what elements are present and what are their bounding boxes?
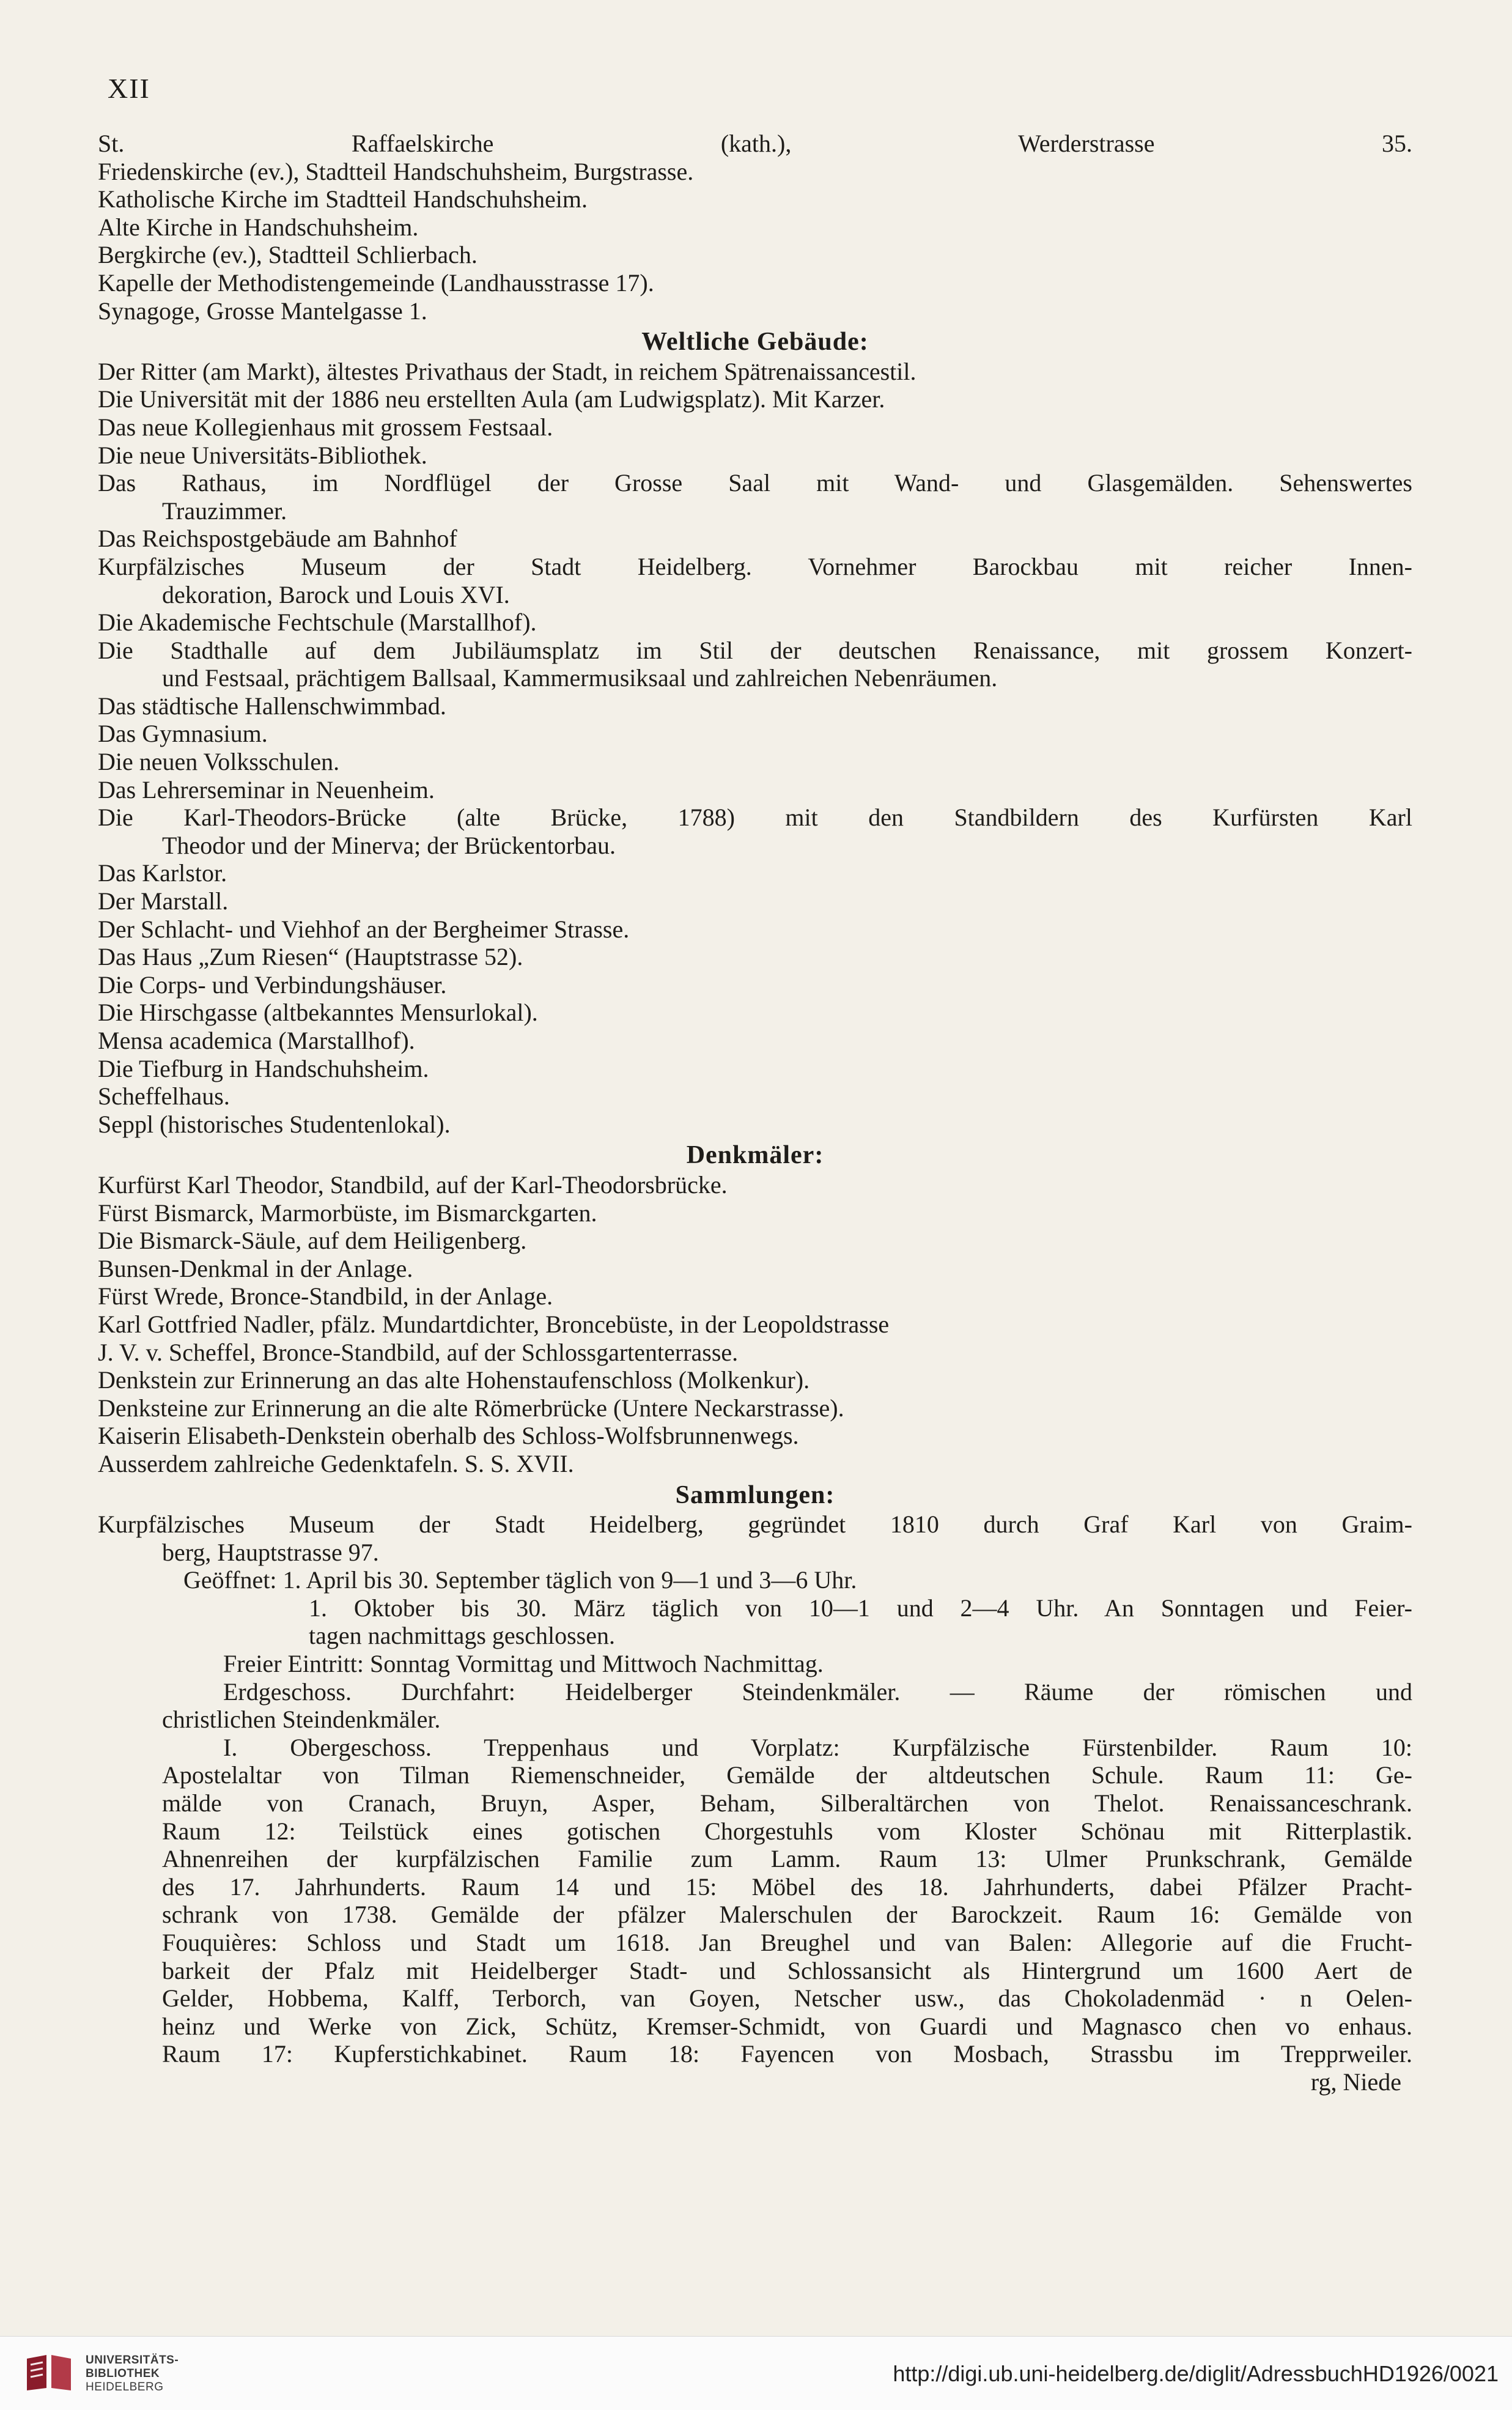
text-line: Das Haus „Zum Riesen“ (Hauptstrasse 52). — [98, 943, 523, 971]
text-line: Die Tiefburg in Handschuhsheim. — [98, 1054, 429, 1082]
library-name-line: BIBLIOTHEK — [86, 2367, 160, 2380]
text-line: Ausserdem zahlreiche Gedenktafeln. S. S. XVII. — [98, 1449, 574, 1477]
text-line: Freier Eintritt: Sonntag Vormittag und Mittwoch Nachmittag. — [223, 1650, 824, 1678]
text-line: Scheffelhaus. — [98, 1082, 230, 1111]
text-line: Der Marstall. — [98, 887, 229, 915]
text-line: Erdgeschoss. Durchfahrt: Heidelberger Steindenkmäler. — Räume der römischen und — [223, 1677, 1412, 1706]
text-line: tagen nachmittags geschlossen. — [309, 1622, 615, 1650]
text-line: Das neue Kollegienhaus mit grossem Festsaal. — [98, 413, 553, 441]
text-line: 1. Oktober bis 30. März täglich von 10—1 und 2—4 Uhr. An Sonntagen und Feier- — [309, 1594, 1412, 1622]
library-name-line: UNIVERSITÄTS- — [86, 2354, 179, 2367]
text-line: Die Stadthalle auf dem Jubiläumsplatz im Stil der deutschen Renaissance, mit grossem Konzert- — [98, 636, 1412, 664]
library-logo-icon — [24, 2354, 73, 2392]
text-line: Denkstein zur Erinnerung an das alte Hohenstaufenschloss (Molkenkur). — [98, 1366, 810, 1394]
text-line: Theodor und der Minerva; der Brückentorbau. — [162, 831, 616, 859]
text-line: Katholische Kirche im Stadtteil Handschuhsheim. — [98, 185, 588, 213]
text-line: Das Rathaus, im Nordflügel der Grosse Saal mit Wand- und Glasgemälden. Sehenswertes — [98, 469, 1412, 497]
text-line: Die Akademische Fechtschule (Marstallhof). — [98, 608, 537, 637]
text-line: und Festsaal, prächtigem Ballsaal, Kammermusiksaal und zahlreichen Nebenräumen. — [162, 664, 998, 692]
text-line: Raum 12: Teilstück eines gotischen Chorgestuhls vom Kloster Schönau mit Ritterplastik. — [162, 1817, 1412, 1845]
text-line: I. Obergeschoss. Treppenhaus und Vorplatz: Kurpfälzische Fürstenbilder. Raum 10: — [223, 1733, 1412, 1761]
text-line: Der Ritter (am Markt), ältestes Privathaus der Stadt, in reichem Spätrenaissancestil. — [98, 357, 916, 385]
text-line: Das Karlstor. — [98, 859, 227, 887]
text-line: Friedenskirche (ev.), Stadtteil Handschuhsheim, Burgstrasse. — [98, 157, 694, 185]
text-line: Mensa academica (Marstallhof). — [98, 1027, 415, 1054]
text-line: St. Raffaelskirche (kath.), Werderstrasse 35. — [98, 130, 1412, 157]
text-line: Fürst Bismarck, Marmorbüste, im Bismarckgarten. — [98, 1199, 597, 1227]
section-heading-sammlungen: Sammlungen: — [675, 1480, 835, 1509]
text-line: Kurpfälzisches Museum der Stadt Heidelberg, gegründet 1810 durch Graf Karl von Graim- — [98, 1510, 1412, 1539]
text-line: Ahnenreihen der kurpfälzischen Familie zum Lamm. Raum 13: Ulmer Prunkschrank, Gemälde — [162, 1845, 1412, 1873]
footer-bar — [0, 2336, 1512, 2410]
text-line: Geöffnet: 1. April bis 30. September täglich von 9—1 und 3—6 Uhr. — [183, 1566, 857, 1594]
text-line: Trauzimmer. — [162, 497, 287, 525]
text-line: Das Lehrerseminar in Neuenheim. — [98, 775, 435, 804]
text-line: Denksteine zur Erinnerung an die alte Römerbrücke (Untere Neckarstrasse). — [98, 1394, 844, 1422]
text-line: berg, Hauptstrasse 97. — [162, 1538, 379, 1566]
text-line: barkeit der Pfalz mit Heidelberger Stadt- und Schlossansicht als Hintergrund um 1600 Aert de — [162, 1956, 1412, 1984]
text-line: schrank von 1738. Gemälde der pfälzer Malerschulen der Barockzeit. Raum 16: Gemälde von — [162, 1901, 1412, 1929]
section-heading-denkmaeler: Denkmäler: — [686, 1141, 824, 1170]
text-line: Die neue Universitäts-Bibliothek. — [98, 441, 427, 469]
text-line: dekoration, Barock und Louis XVI. — [162, 580, 510, 608]
text-line: Alte Kirche in Handschuhsheim. — [98, 213, 419, 241]
text-line: Fürst Wrede, Bronce-Standbild, in der Anlage. — [98, 1282, 553, 1310]
text-line: Gelder, Hobbema, Kalff, Terborch, van Goyen, Netscher usw., das Chokoladenmäd · n Oelen- — [162, 1984, 1412, 2013]
section-heading-weltliche: Weltliche Gebäude: — [641, 328, 869, 357]
library-name — [86, 2354, 179, 2394]
text-line: Die neuen Volksschulen. — [98, 748, 340, 776]
text-line: Die Corps- und Verbindungshäuser. — [98, 970, 447, 999]
text-line: Kaiserin Elisabeth-Denkstein oberhalb des Schloss-Wolfsbrunnenwegs. — [98, 1422, 799, 1450]
text-line: Das städtische Hallenschwimmbad. — [98, 692, 446, 720]
text-line: heinz und Werke von Zick, Schütz, Kremser-Schmidt, von Guardi und Magnasco chen vo enhaus. — [162, 2012, 1412, 2040]
text-line: Kurpfälzisches Museum der Stadt Heidelberg. Vornehmer Barockbau mit reicher Innen- — [98, 552, 1412, 580]
text-line: rg, Niede — [1310, 2068, 1401, 2096]
text-line: J. V. v. Scheffel, Bronce-Standbild, auf der Schlossgartenterrasse. — [98, 1338, 739, 1366]
text-line: Apostelaltar von Tilman Riemenschneider, Gemälde der altdeutschen Schule. Raum 11: Ge- — [162, 1761, 1412, 1789]
text-line: Seppl (historisches Studentenlokal). — [98, 1110, 451, 1138]
text-line: Raum 17: Kupferstichkabinet. Raum 18: Fayencen von Mosbach, Strassbu im Trepprweiler. — [162, 2040, 1412, 2068]
text-line: Der Schlacht- und Viehhof an der Bergheimer Strasse. — [98, 915, 630, 943]
library-name-line: HEIDELBERG — [86, 2381, 164, 2393]
text-line: Die Universität mit der 1886 neu erstellten Aula (am Ludwigsplatz). Mit Karzer. — [98, 385, 885, 413]
text-line: Synagoge, Grosse Mantelgasse 1. — [98, 297, 427, 325]
text-line: Fouquières: Schloss und Stadt um 1618. Jan Breughel und van Balen: Allegorie auf die Frucht- — [162, 1929, 1412, 1956]
text-line: Die Bismarck-Säule, auf dem Heiligenberg. — [98, 1227, 527, 1255]
text-line: Kapelle der Methodistengemeinde (Landhausstrasse 17). — [98, 268, 654, 297]
text-line: Das Gymnasium. — [98, 720, 268, 748]
page-number: XII — [108, 73, 150, 104]
text-line: christlichen Steindenkmäler. — [162, 1706, 441, 1734]
text-line: Die Hirschgasse (altbekanntes Mensurlokal). — [98, 999, 538, 1027]
text-line: Das Reichspostgebäude am Bahnhof — [98, 525, 457, 553]
text-line: Bergkirche (ev.), Stadtteil Schlierbach. — [98, 241, 478, 269]
text-line: Kurfürst Karl Theodor, Standbild, auf der Karl-Theodorsbrücke. — [98, 1170, 728, 1199]
text-line: Die Karl-Theodors-Brücke (alte Brücke, 1788) mit den Standbildern des Kurfürsten Karl — [98, 804, 1412, 832]
text-line: Karl Gottfried Nadler, pfälz. Mundartdichter, Broncebüste, in der Leopoldstrasse — [98, 1310, 890, 1338]
text-line: mälde von Cranach, Bruyn, Asper, Beham, Silberaltärchen von Thelot. Renaissanceschrank. — [162, 1789, 1412, 1817]
source-url-link[interactable]: http://digi.ub.uni-heidelberg.de/diglit/AdressbuchHD1926/0021 — [893, 2361, 1499, 2386]
page-text — [98, 130, 1412, 2096]
text-line: Bunsen-Denkmal in der Anlage. — [98, 1254, 413, 1282]
text-line: des 17. Jahrhunderts. Raum 14 und 15: Möbel des 18. Jahrhunderts, dabei Pfälzer Pracht- — [162, 1872, 1412, 1901]
